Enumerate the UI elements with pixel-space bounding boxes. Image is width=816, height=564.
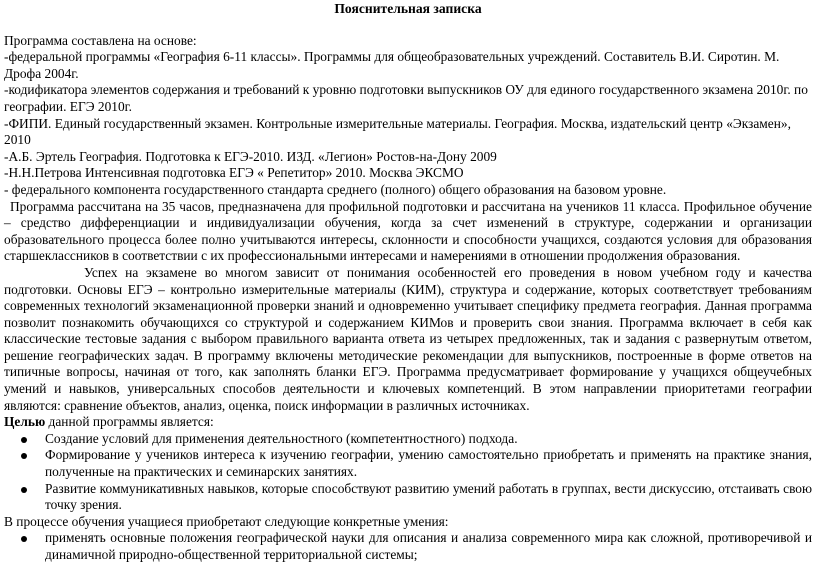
profile-paragraph: Программа рассчитана на 35 часов, предназначена для профильной подготовки и рассчитана на учеников 11 класса. Профильное обучение – средство дифференциации и индивидуализации обучения, когда за счет изменений в структуре, содержании и организации образовательного процесса более полно учитываются интересы, склонности и способности учащихся, создаются условия для образования старшеклассников в соответствии с их профессиональными интересами и намерениями в отношении продолжения образования. — [4, 198, 812, 264]
document-title: Пояснительная записка — [334, 1, 482, 16]
intro-line: Программа составлена на основе: — [4, 32, 197, 48]
goal-label: Целью — [4, 414, 46, 430]
document-page — [4, 1, 812, 564]
bullet-icon — [21, 453, 27, 459]
bullet-icon — [21, 487, 27, 493]
source-item-1: -федеральной программы «География 6-11 классы». Программы для общеобразовательных учреждений. Составитель В.И. Сиротин. М. Дрофа 2004г. — [4, 49, 780, 81]
source-item-6: - федерального компонента государственного стандарта среднего (полного) общего образования на базовом уровне. — [4, 181, 667, 197]
source-item-3: -ФИПИ. Единый государственный экзамен. Контрольные измерительные материалы. География. Москва, издательский центр «Экзамен», 2010 — [4, 115, 791, 148]
skill-text: применять основные положения географической науки для описания и анализа современного мира как сложной, противоречивой и динамичной природно-общественной территориальной системы; — [45, 530, 812, 562]
goal-rest: данной программы является: — [45, 414, 214, 430]
source-item-5: -Н.Н.Петрова Интенсивная подготовка ЕГЭ « Репетитор» 2010. Москва ЭКСМО — [4, 165, 464, 181]
bullet-icon — [21, 437, 27, 443]
source-item-2: -кодификатора элементов содержания и требований к уровню подготовки выпускников ОУ для единого государственного экзамена 2010г. по географии. ЕГЭ 2010г. — [4, 82, 808, 114]
skills-list — [4, 530, 812, 563]
goal-text: Формирование у учеников интереса к изучению географии, умению самостоятельно приобретать и применять на практике знания, полученные на практических и семинарских занятиях. — [45, 447, 812, 480]
goal-heading — [4, 414, 812, 431]
goal-item — [4, 481, 812, 514]
source-item-4: -А.Б. Эртель География. Подготовка к ЕГЭ-2010. ИЗД. «Легион» Ростов-на-Дону 2009 — [4, 148, 497, 164]
goal-text: Развитие коммуникативных навыков, которые способствуют развитию умений работать в группах, вести дискуссию, отстаивать свою точку зрения. — [45, 480, 812, 513]
goals-list — [4, 431, 812, 514]
goal-text: Создание условий для применения деятельностного (компетентностного) подхода. — [45, 430, 518, 446]
exam-paragraph: Успех на экзамене во многом зависит от понимания особенностей его проведения в новом учебном году и качества подготовки. Основы ЕГЭ – контрольно измерительные материалы (КИМ), структура и содержание, которых соответствует требованиям современных технологий экзаменационной проверки знаний и одновременно учитывает специфику предмета география. Данная программа позволит познакомить обучающихся со структурой и содержанием КИМов и проверить свои знания. Программа включает в себя как классические тестовые задания с выбором правильного варианта ответа из четырех предложенных, так и задания с развернутым ответом, решение географических задач. В программу включены методические рекомендации для выпускников, построенные в форме ответов на типичные вопросы, начиная от того, как заполнять бланки ЕГЭ. Программа предусматривает формирование у учащихся общеучебных умений и навыков, универсальных способов деятельности и ключевых компетенций. В этом направлении приоритетами географии являются: сравнение объектов, анализ, оценка, поиск информации в различных источниках. — [4, 264, 812, 413]
skills-intro: В процессе обучения учащиеся приобретают следующие конкретные умения: — [4, 513, 449, 529]
goal-item — [4, 447, 812, 480]
skill-item — [4, 530, 812, 563]
goal-item — [4, 431, 812, 448]
bullet-icon — [21, 536, 27, 542]
